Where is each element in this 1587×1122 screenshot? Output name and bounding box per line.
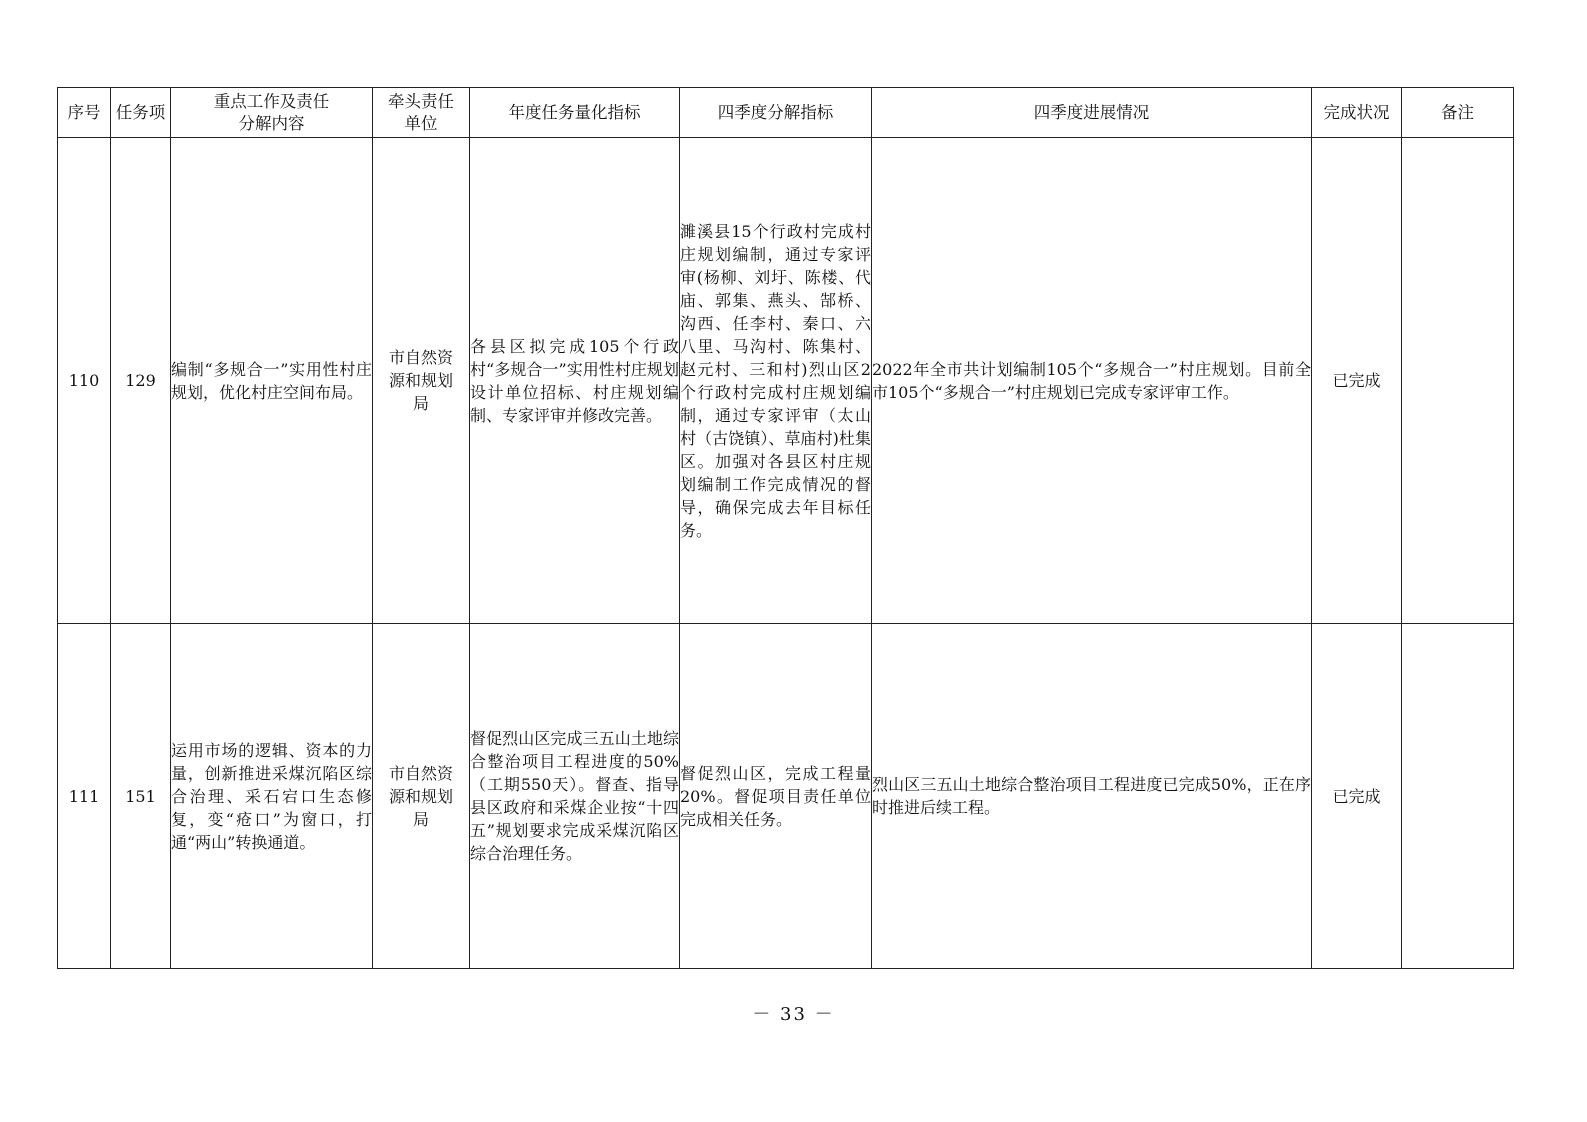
header-key-work-line1: 重点工作及责任 bbox=[213, 91, 330, 111]
header-remarks: 备注 bbox=[1402, 88, 1514, 138]
cell-lead-unit: 市自然资源和规划局 bbox=[373, 138, 470, 624]
task-progress-table bbox=[57, 87, 1514, 969]
header-status: 完成状况 bbox=[1312, 88, 1402, 138]
page-number: － 33 － bbox=[752, 1004, 835, 1025]
cell-q4-target: 督促烈山区，完成工程量20%。督促项目责任单位完成相关任务。 bbox=[680, 624, 872, 969]
header-seq: 序号 bbox=[58, 88, 111, 138]
cell-status: 已完成 bbox=[1312, 624, 1402, 969]
cell-task-no: 151 bbox=[111, 624, 171, 969]
header-lead-unit-line1: 牵头责任 bbox=[388, 91, 454, 111]
header-q4-target: 四季度分解指标 bbox=[680, 88, 872, 138]
cell-annual-target: 督促烈山区完成三五山土地综合整治项目工程进度的50%（工期550天）。督查、指导县区政府和采煤企业按“十四五”规划要求完成采煤沉陷区综合治理任务。 bbox=[470, 624, 680, 969]
table-row bbox=[58, 138, 1514, 624]
cell-lead-unit: 市自然资源和规划局 bbox=[373, 624, 470, 969]
cell-remarks bbox=[1402, 624, 1514, 969]
table-row bbox=[58, 624, 1514, 969]
header-q4-progress: 四季度进展情况 bbox=[872, 88, 1312, 138]
cell-status: 已完成 bbox=[1312, 138, 1402, 624]
cell-seq: 111 bbox=[58, 624, 111, 969]
cell-annual-target: 各县区拟完成105个行政村“多规合一”实用性村庄规划设计单位招标、村庄规划编制、专家评审并修改完善。 bbox=[470, 138, 680, 624]
header-key-work-line2: 分解内容 bbox=[238, 113, 305, 133]
cell-q4-progress: 烈山区三五山土地综合整治项目工程进度已完成50%，正在序时推进后续工程。 bbox=[872, 624, 1312, 969]
cell-task-no: 129 bbox=[111, 138, 171, 624]
cell-q4-progress: 2022年全市共计划编制105个“多规合一”村庄规划。目前全市105个“多规合一”村庄规划已完成专家评审工作。 bbox=[872, 138, 1312, 624]
header-lead-unit bbox=[373, 88, 470, 138]
header-lead-unit-line2: 单位 bbox=[404, 113, 438, 133]
header-key-work bbox=[171, 88, 373, 138]
header-annual-target: 年度任务量化指标 bbox=[470, 88, 680, 138]
header-task-no: 任务项 bbox=[111, 88, 171, 138]
cell-seq: 110 bbox=[58, 138, 111, 624]
table-header-row bbox=[58, 88, 1514, 138]
cell-key-work: 编制“多规合一”实用性村庄规划，优化村庄空间布局。 bbox=[171, 138, 373, 624]
cell-key-work: 运用市场的逻辑、资本的力量，创新推进采煤沉陷区综合治理、采石宕口生态修复，变“疮口”为窗口，打通“两山”转换通道。 bbox=[171, 624, 373, 969]
cell-q4-target: 濉溪县15个行政村完成村庄规划编制，通过专家评审(杨柳、刘圩、陈楼、代庙、郭集、燕头、郜桥、沟西、任李村、秦口、六八里、马沟村、陈集村、赵元村、三和村)烈山区2个行政村完成村庄规划编制，通过专家评审（太山村（古饶镇）、草庙村)杜集区。加强对各县区村庄规划编制工作完成情况的督导，确保完成去年目标任务。 bbox=[680, 138, 872, 624]
cell-remarks bbox=[1402, 138, 1514, 624]
